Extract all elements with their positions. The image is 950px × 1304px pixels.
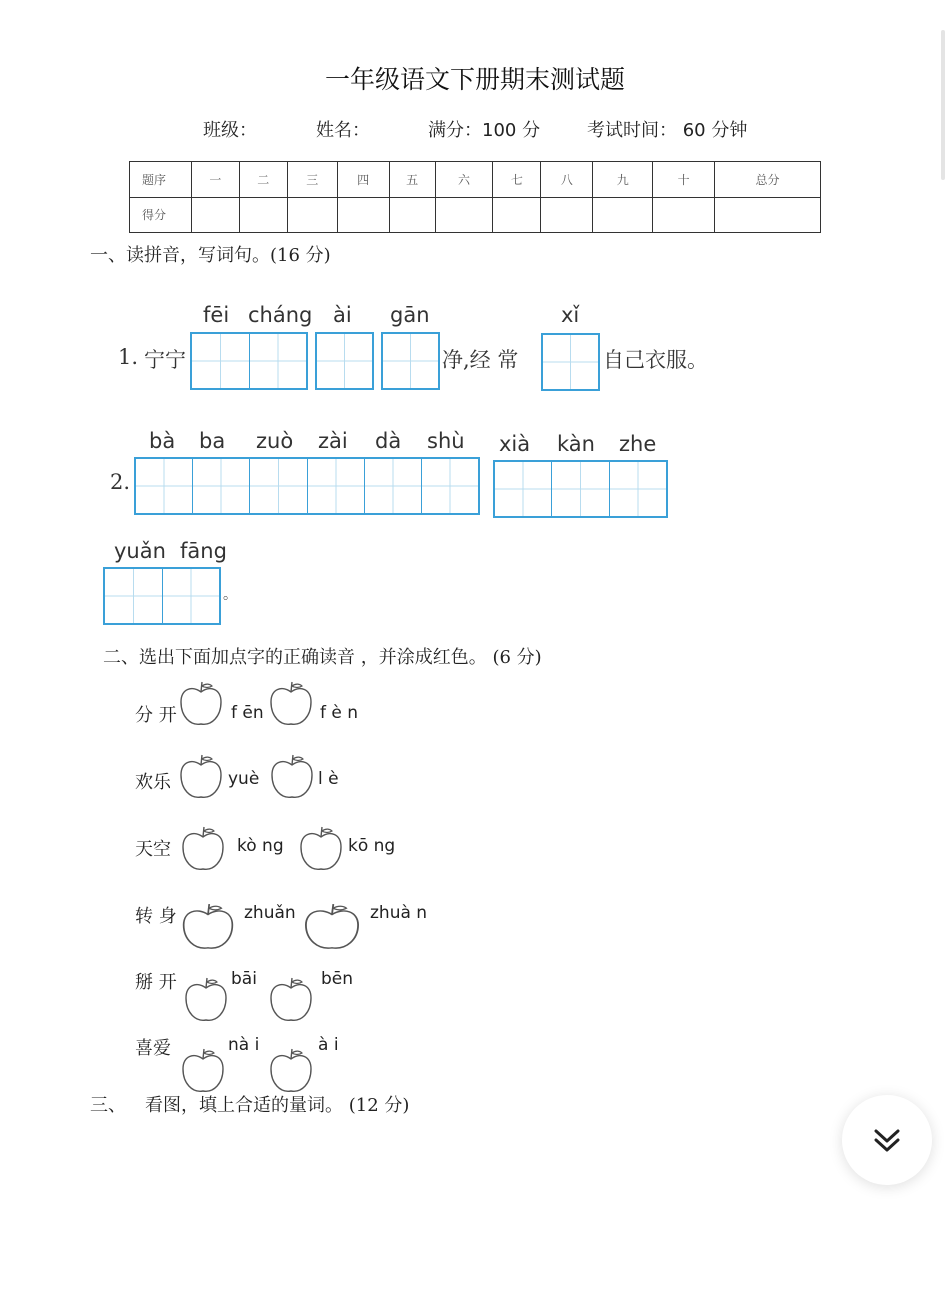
writing-grid[interactable] <box>315 332 374 390</box>
apple-icon[interactable] <box>180 902 236 952</box>
section3-number: 三、 <box>90 1095 126 1116</box>
writing-grid[interactable] <box>103 567 221 625</box>
table-header-cell: 九 <box>593 162 653 198</box>
pinyin-option: nà i <box>228 1035 260 1055</box>
pinyin: fēi <box>203 303 230 327</box>
section1-title: 一、读拼音，写词句。(16 分) <box>90 245 331 266</box>
pinyin: xià <box>499 432 531 456</box>
question-text: 自己衣服。 <box>603 348 708 372</box>
pinyin-option: bāi <box>231 969 257 989</box>
word: 掰 开 <box>135 972 177 993</box>
class-label: 班级： <box>203 120 257 141</box>
pinyin: ba <box>199 429 226 453</box>
score-table <box>129 161 821 233</box>
apple-icon[interactable] <box>178 753 224 801</box>
pinyin-option: zhuà n <box>370 903 428 923</box>
pinyin-option: l è <box>318 769 339 789</box>
apple-icon[interactable] <box>183 976 229 1024</box>
pinyin: dà <box>375 429 402 453</box>
score-cell <box>239 197 287 233</box>
table-header-cell: 七 <box>493 162 541 198</box>
writing-grid[interactable] <box>190 332 308 390</box>
pinyin-option: zhuǎn <box>244 903 296 923</box>
question-text: 净,经 常 <box>442 348 519 372</box>
writing-grid[interactable] <box>493 460 668 518</box>
exam-time-label: 考试时间： 60 分钟 <box>587 120 748 141</box>
section2-title: 二、选出下面加点字的正确读音 ，并涂成红色。 (6 分) <box>103 647 542 668</box>
page-title: 一年级语文下册期末测试题 <box>324 65 625 94</box>
score-cell <box>493 197 541 233</box>
table-header-cell: 八 <box>541 162 593 198</box>
apple-icon[interactable] <box>178 680 224 728</box>
table-header-cell: 总分 <box>715 162 821 198</box>
pinyin: xǐ <box>561 303 580 327</box>
score-cell <box>715 197 821 233</box>
word: 天空 <box>135 839 171 860</box>
pinyin: zuò <box>256 429 294 453</box>
pinyin: kàn <box>557 432 595 456</box>
table-header-cell: 三 <box>287 162 337 198</box>
pinyin-option: yuè <box>228 769 260 789</box>
word: 转 身 <box>135 906 177 927</box>
score-cell <box>593 197 653 233</box>
word: 喜爱 <box>135 1038 171 1059</box>
score-cell <box>653 197 715 233</box>
table-header-cell: 十 <box>653 162 715 198</box>
writing-grid[interactable] <box>541 333 600 391</box>
table-header-cell: 五 <box>389 162 435 198</box>
word: 欢乐 <box>135 772 171 793</box>
apple-icon[interactable] <box>268 976 314 1024</box>
pinyin: ài <box>333 303 352 327</box>
apple-icon[interactable] <box>302 902 362 952</box>
scroll-down-button[interactable] <box>842 1095 932 1185</box>
table-header-cell: 四 <box>337 162 389 198</box>
pinyin-option: f è n <box>320 703 359 723</box>
pinyin: bà <box>149 429 176 453</box>
table-header-cell: 二 <box>239 162 287 198</box>
table-header-cell: 一 <box>191 162 239 198</box>
pinyin: zài <box>318 429 348 453</box>
apple-icon[interactable] <box>268 680 314 728</box>
pinyin: yuǎn <box>114 539 166 563</box>
apple-icon[interactable] <box>268 1047 314 1095</box>
pinyin: cháng <box>248 303 313 327</box>
pinyin-option: kō ng <box>348 836 396 856</box>
question-number: 1. <box>118 345 139 369</box>
apple-icon[interactable] <box>180 825 226 873</box>
full-score-label: 满分：100 分 <box>428 120 541 141</box>
score-cell <box>435 197 493 233</box>
score-cell <box>287 197 337 233</box>
apple-icon[interactable] <box>298 825 344 873</box>
pinyin-option: bēn <box>321 969 354 989</box>
score-cell <box>389 197 435 233</box>
section3-title: 看图，填上合适的量词。 (12 分) <box>145 1095 410 1116</box>
score-cell <box>541 197 593 233</box>
question-number: 2. <box>110 470 131 494</box>
pinyin-option: f ēn <box>231 703 264 723</box>
word: 分 开 <box>135 705 177 726</box>
score-cell <box>337 197 389 233</box>
pinyin: zhe <box>619 432 657 456</box>
pinyin-option: à i <box>318 1035 339 1055</box>
apple-icon[interactable] <box>269 753 315 801</box>
score-table-header-row <box>130 162 821 198</box>
question-text: 宁宁 <box>144 348 186 372</box>
writing-grid[interactable] <box>134 457 480 515</box>
pinyin-option: kò ng <box>237 836 284 856</box>
table-header-cell: 六 <box>435 162 493 198</box>
pinyin: gān <box>390 303 430 327</box>
apple-icon[interactable] <box>180 1047 226 1095</box>
name-label: 姓名： <box>316 120 370 141</box>
table-header-cell: 题序 <box>130 162 192 198</box>
pinyin: shù <box>427 429 465 453</box>
double-chevron-down-icon <box>870 1123 904 1157</box>
score-cell <box>191 197 239 233</box>
score-table-score-row <box>130 197 821 233</box>
score-label-cell: 得分 <box>130 197 192 233</box>
scrollbar[interactable] <box>941 30 945 180</box>
period: 。 <box>223 587 237 603</box>
writing-grid[interactable] <box>381 332 440 390</box>
pinyin: fāng <box>180 539 227 563</box>
